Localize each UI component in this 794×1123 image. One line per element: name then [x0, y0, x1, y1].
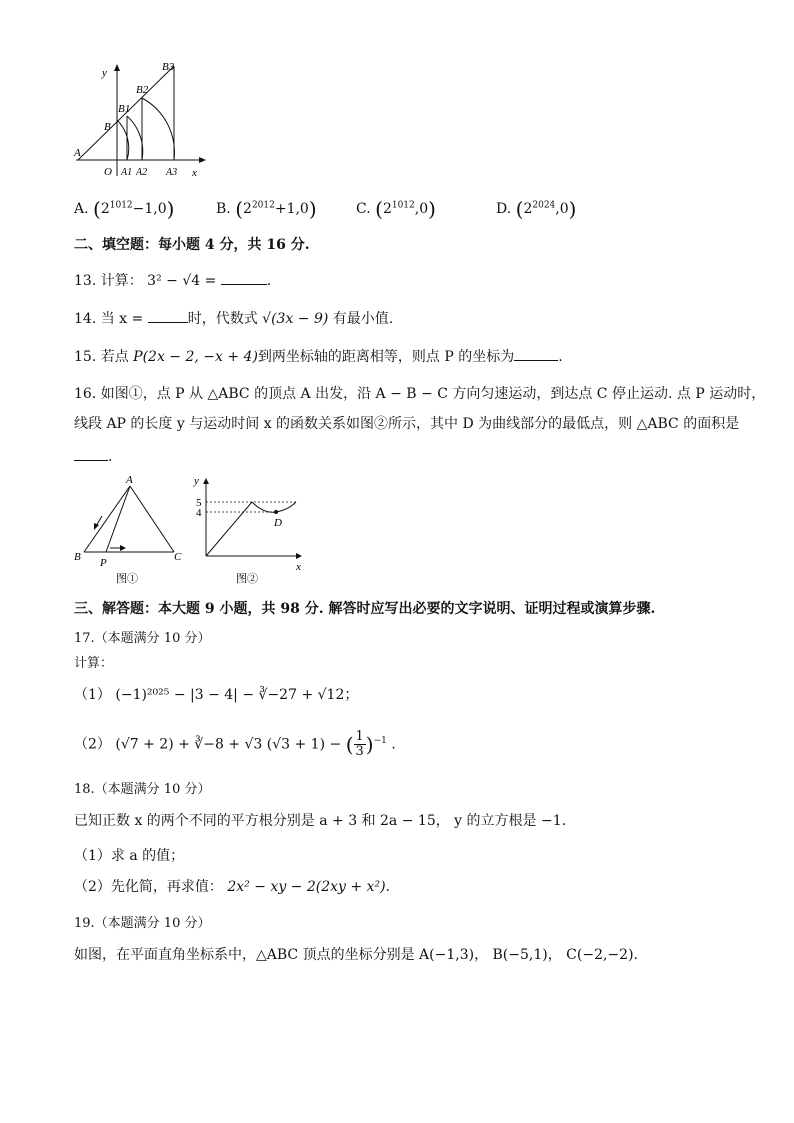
q13-prompt: 计算：: [100, 273, 143, 289]
q16-line3: [74, 446, 112, 465]
q18-part2-end: .: [385, 879, 390, 895]
q16-figure1: [70, 474, 190, 586]
q14-suffix: 有最小值.: [332, 311, 394, 327]
q13-number: 13.: [74, 273, 97, 289]
option-base: 2: [243, 201, 252, 217]
q17-part2-end: .: [391, 736, 396, 753]
fig2-tick-4: 4: [196, 507, 202, 519]
q16-number: 16.: [74, 386, 97, 402]
q19-header: 19.（本题满分 10 分）: [74, 916, 211, 931]
fig2-caption: 图②: [236, 573, 258, 585]
option-base: 2: [100, 201, 110, 217]
option-exp: 1012: [109, 200, 133, 211]
option-rest: ,0: [555, 201, 569, 217]
q18-part2-expression: 2x² − xy − 2(2xy + x²): [227, 879, 386, 895]
option-exp: 2012: [251, 200, 275, 211]
q15-end: .: [558, 349, 563, 365]
q12-option-a[interactable]: A. $(2^{1012}-1,0)$: [74, 197, 175, 221]
option-letter: D.: [496, 201, 512, 217]
q12-axis-y: y: [102, 67, 107, 79]
option-letter: B.: [216, 201, 231, 217]
section2-title: 二、填空题：每小题 4 分，共 16 分.: [74, 237, 310, 253]
q17-part2-expression: (√7 + 2) + ∛−8 + √3 (√3 + 1) −: [115, 736, 342, 753]
q18-part2: [74, 876, 390, 896]
q14-middle: 时，代数式: [187, 311, 258, 327]
q17-part1-expression: (−1)²⁰²⁵ − |3 − 4| − ∛−27 + √12: [115, 687, 345, 703]
q17-part2-label: （2）: [74, 736, 111, 753]
q16-text-line2: 线段 AP 的长度 y 与运动时间 x 的函数关系如图②所示，其中 D 为曲线部分的最低点，则 △ABC 的面积是: [74, 416, 740, 432]
q13-expression: 3² − √4 =: [147, 273, 217, 289]
q15-suffix: 到两坐标轴的距离相等，则点 P 的坐标为: [257, 349, 515, 365]
q12-origin: O: [104, 166, 112, 178]
q17-part1-label: （1）: [74, 687, 111, 703]
q12-axis-x: x: [192, 167, 197, 179]
q12-label-B2: B2: [136, 84, 149, 96]
fig1-label-P: P: [100, 557, 107, 569]
option-rest: +1,0: [274, 201, 309, 217]
fig2-tick-5: 5: [196, 497, 202, 509]
q14-expression: √(3x − 9): [262, 311, 329, 327]
section3-title: 三、解答题：本大题 9 小题，共 98 分. 解答时应写出必要的文字说明、证明过程或演算步骤.: [74, 601, 656, 617]
fig1-label-C: C: [174, 551, 182, 563]
option-rest: −1,0: [132, 201, 167, 217]
fig1-label-A: A: [126, 474, 133, 486]
option-base: 2: [523, 201, 533, 217]
q16-end: .: [108, 449, 113, 465]
q12-option-c[interactable]: C. $(2^{1012},0)$: [356, 197, 436, 221]
q16-line1: [74, 383, 765, 403]
option-letter: A.: [74, 201, 89, 217]
q16-figure2: [192, 474, 308, 586]
q17-header: 17.（本题满分 10 分）: [74, 631, 211, 646]
option-letter: C.: [356, 201, 371, 217]
q15: [74, 346, 563, 366]
fig1-caption: 图①: [116, 573, 138, 585]
q18-header: 18.（本题满分 10 分）: [74, 782, 211, 797]
q18-part2-label: （2）先化简，再求值：: [74, 879, 223, 895]
q13-answer-blank[interactable]: [221, 270, 267, 285]
fraction-numerator: 1: [355, 729, 364, 744]
q12-label-A3: A3: [166, 167, 178, 178]
q12-label-B3: B3: [162, 61, 175, 73]
fig2-axis-x: x: [296, 561, 301, 573]
q16-answer-blank[interactable]: [74, 446, 108, 461]
q12-label-B1: B1: [118, 103, 131, 115]
q12-label-A1: A1: [121, 167, 133, 178]
q15-expression: P(2x − 2, −x + 4): [133, 349, 258, 365]
q12-figure: [70, 58, 210, 186]
option-base: 2: [382, 201, 392, 217]
q15-number: 15.: [74, 349, 97, 365]
q18-part1: （1）求 a 的值；: [74, 848, 185, 864]
q15-answer-blank[interactable]: [514, 346, 558, 361]
q12-label-A: A: [74, 147, 81, 159]
q15-prefix: 若点: [100, 349, 129, 365]
q18-intro: 已知正数 x 的两个不同的平方根分别是 a + 3 和 2a − 15， y 的立方根是 −1.: [74, 813, 567, 829]
q16-text-line1: 如图①，点 P 从 △ABC 的顶点 A 出发，沿 A − B − C 方向匀速运动，到达点 C 停止运动. 点 P 运动时，: [100, 386, 766, 402]
option-exp: 2024: [532, 200, 556, 211]
q17-part1: [74, 684, 358, 704]
fig2-axis-y: y: [194, 475, 199, 487]
q14-number: 14.: [74, 311, 97, 327]
option-exp: 1012: [391, 200, 415, 211]
q19-text: 如图，在平面直角坐标系中，△ABC 顶点的坐标分别是 A(−1,3)， B(−5,1)， C(−2,−2).: [74, 947, 638, 963]
fig1-label-B: B: [74, 551, 81, 563]
q17-part2-exponent: −1: [373, 735, 387, 746]
q12-label-A2: A2: [136, 167, 148, 178]
q17-intro: 计算：: [74, 656, 114, 671]
q14-prefix: 当 x =: [100, 311, 144, 327]
q17-part1-end: ；: [344, 687, 359, 703]
option-rest: ,0: [414, 201, 429, 217]
fig2-label-D: D: [274, 517, 282, 529]
q13-end: .: [266, 273, 272, 289]
q13: [74, 270, 271, 290]
q17-part2-fraction: [354, 730, 366, 759]
fraction-denominator: 3: [355, 744, 364, 759]
q12-option-d[interactable]: D. $(2^{2024},0)$: [496, 197, 577, 221]
q14: [74, 308, 393, 328]
q17-part2: （2） (√7 + 2) + ∛−8 + √3 (√3 + 1) − ( $\frac{1}{3}$ )$^{-1}$ .: [74, 729, 396, 759]
q14-answer-blank[interactable]: [148, 308, 188, 323]
q12-option-b[interactable]: B. $(2^{2012}+1,0)$: [216, 197, 317, 221]
q12-label-B: B: [104, 121, 111, 133]
